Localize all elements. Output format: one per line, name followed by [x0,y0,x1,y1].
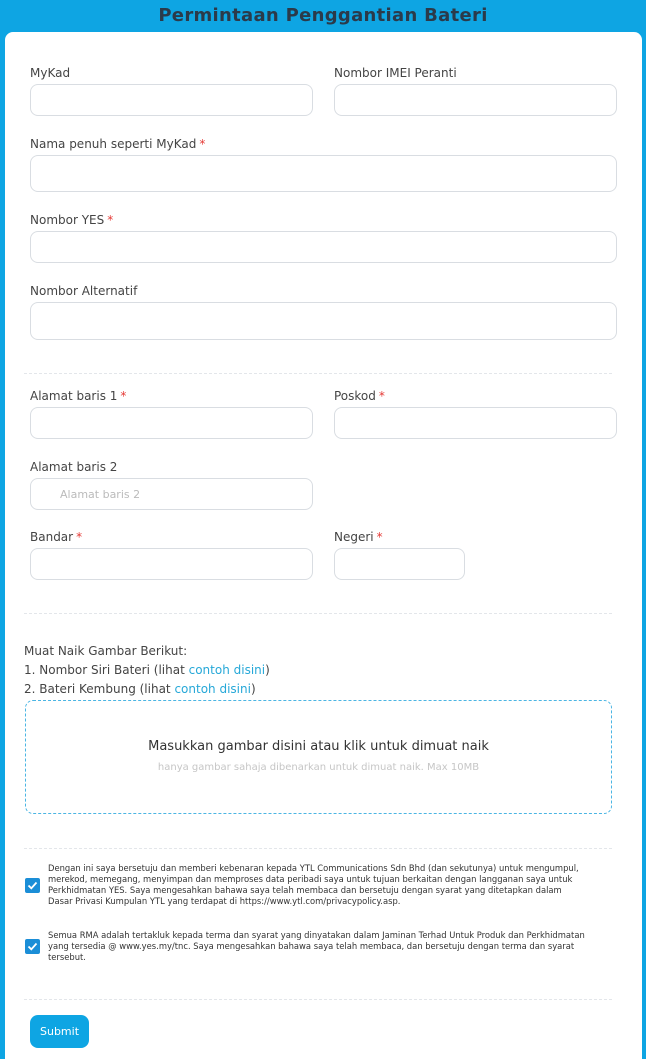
postcode-label [334,389,385,403]
yes-number-label [30,213,113,227]
required-mark: * [199,137,206,151]
yes-number-label-text: Nombor YES [30,213,105,227]
imei-input[interactable] [334,84,617,116]
postcode-input[interactable] [334,407,617,439]
full-name-input[interactable] [30,155,617,192]
alt-number-label: Nombor Alternatif [30,284,138,298]
full-name-label-text: Nama penuh seperti MyKad [30,137,197,151]
required-mark: * [120,389,127,403]
checkmark-icon [27,880,38,891]
full-name-label [30,137,205,151]
required-mark: * [107,213,114,227]
required-mark: * [76,530,83,544]
mykad-label: MyKad [30,66,71,80]
dropzone-hint: hanya gambar sahaja dibenarkan untuk dimuat naik. Max 10MB [157,762,480,773]
upload-item-swollen [24,682,256,696]
privacy-checkbox[interactable] [25,878,40,893]
upload-item-swollen-suffix: ) [250,682,256,696]
upload-item-swollen-text: 2. Bateri Kembung (lihat [24,682,175,696]
address1-label [30,389,126,403]
address1-input[interactable] [30,407,313,439]
divider [24,373,612,374]
serial-example-link[interactable]: contoh disini [188,663,266,677]
image-dropzone[interactable] [25,700,612,814]
state-label-text: Negeri [334,530,374,544]
state-select[interactable] [334,548,465,580]
swollen-example-link[interactable]: contoh disini [174,682,251,696]
upload-heading: Muat Naik Gambar Berikut: [24,644,188,658]
city-input[interactable] [30,548,313,580]
page-header [0,0,646,32]
divider [24,999,612,1000]
required-mark: * [376,530,383,544]
terms-checkbox[interactable] [25,939,40,954]
divider [24,848,612,849]
city-label-text: Bandar [30,530,74,544]
submit-button[interactable]: Submit [30,1015,89,1048]
divider [24,613,612,614]
page-title: Permintaan Penggantian Bateri [158,5,488,26]
state-label [334,530,383,544]
checkmark-icon [27,941,38,952]
upload-item-serial [24,663,270,677]
city-label [30,530,82,544]
alt-number-input[interactable] [30,302,617,340]
address2-label: Alamat baris 2 [30,460,118,474]
terms-consent-text: Semua RMA adalah tertakluk kepada terma dan syarat yang dinyatakan dalam Jaminan Terhad Untuk Produk dan Perkhidmatan yang tersedia @ www.yes.my/tnc. Saya mengesahkan bahawa saya telah membaca, dan bersetuju dengan terma dan syarat tersebut. [48,930,585,962]
postcode-label-text: Poskod [334,389,376,403]
address1-label-text: Alamat baris 1 [30,389,118,403]
privacy-consent-text: Dengan ini saya bersetuju dan memberi kebenaran kepada YTL Communications Sdn Bhd (dan sekutunya) untuk mengumpul, merekod, memegang, menyimpan dan memproses data peribadi saya untuk tujuan berkaitan dengan langganan saya untuk Perkhidmatan YES. Saya mengesahkan bahawa saya telah membaca dan bersetuju dengan syarat yang ditetapkan dalam Dasar Privasi Kumpulan YTL yang terdapat di https://www.ytl.com/privacypolicy.asp. [48,863,579,906]
address2-input[interactable] [30,478,313,510]
imei-label: Nombor IMEI Peranti [334,66,457,80]
yes-number-input[interactable] [30,231,617,263]
dropzone-title: Masukkan gambar disini atau klik untuk dimuat naik [148,739,489,754]
upload-item-serial-suffix: ) [265,663,270,677]
required-mark: * [378,389,385,403]
mykad-input[interactable] [30,84,313,116]
upload-item-serial-text: 1. Nombor Siri Bateri (lihat [24,663,189,677]
